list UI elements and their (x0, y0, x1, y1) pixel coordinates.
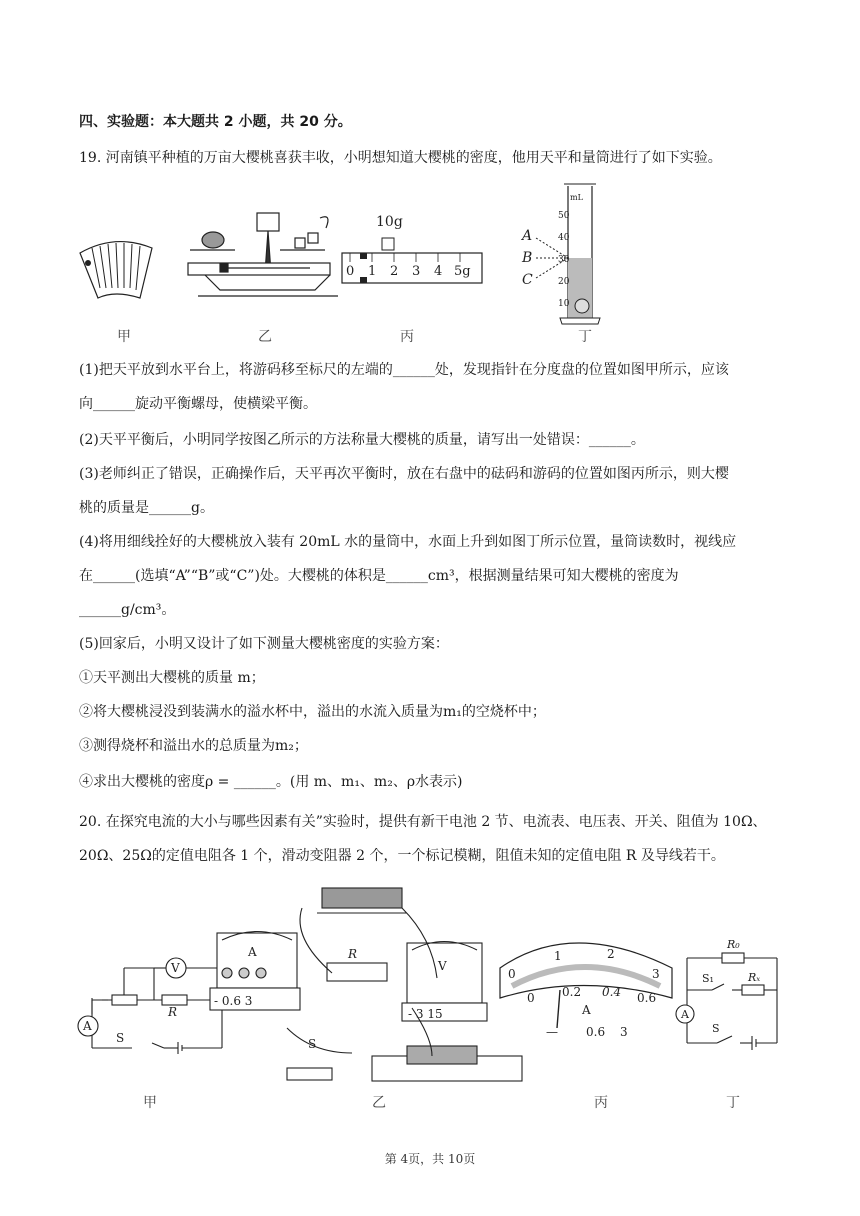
q19-figures (70, 178, 630, 348)
svg-text:50 40 30 20: 50 40 30 20 10 (558, 211, 570, 309)
q19-caption-ding: 丁 (578, 329, 592, 345)
ammeter-face-label: A (248, 945, 257, 959)
q19-intro: 19. 河南镇平种植的万亩大樱桃喜获丰收，小明想知道大樱桃的密度，他用天平和量筒进行了如下实验。 (79, 150, 722, 166)
q20-caption-ding: 丁 (726, 1095, 740, 1111)
q19-step3: ③测得烧杯和溢出水的总质量为m₂； (79, 738, 308, 754)
q20-caption-jia: 甲 (143, 1095, 157, 1111)
ammeter-terminals: - 0.6 3 (214, 994, 253, 1008)
q20-caption-bing: 丙 (594, 1095, 608, 1111)
q20-figures (72, 878, 792, 1093)
q19-step4: ④求出大樱桃的密度ρ = ______。(用 m、m₁、m₂、ρ水表示) (79, 774, 463, 790)
meter-scale-labels: 0 1 2 3 0 0.2 0.4 0.6 A — 0.6 3 (508, 947, 660, 1039)
q19-step1: ①天平测出大樱桃的质量 m； (79, 670, 265, 686)
svg-text:0 1 2 3: 0 1 2 3 4 5g (346, 264, 471, 279)
q19-part1-line1: (1)把天平放到水平台上，将游码移至标尺的左端的______处，发现指针在分度盘的位置如图甲所示，应该 (79, 362, 729, 378)
voltmeter-terminals: - 3 15 (408, 1007, 443, 1021)
svg-text:mL: mL (570, 193, 583, 202)
cylinder-figure (520, 184, 600, 324)
weight-label: 10g (376, 214, 403, 230)
q20-line2: 20Ω、25Ω的定值电阻各 1 个，滑动变阻器 2 个，一个标记模糊，阻值未知的定值电阻 R 及导线若干。 (79, 848, 725, 864)
circuit-labels-ding: R₀ Rₓ S₁ S A (681, 938, 761, 1035)
apparatus-switch-label: S (308, 1037, 317, 1051)
q19-part3-line2: 桃的质量是______g。 (79, 500, 214, 516)
circuit-labels-jia: V A R S (83, 961, 180, 1045)
section-title: 四、实验题：本大题共 2 小题，共 20 分。 (79, 114, 352, 130)
q19-part3-line1: (3)老师纠正了错误，正确操作后，天平再次平衡时，放在右盘中的砝码和游码的位置如图丙所示，则大樱 (79, 466, 729, 482)
apparatus-resistor-label: R (348, 947, 358, 961)
dial-figure (80, 242, 152, 298)
q19-part4-line2: 在______(选填“A”“B”或“C”)处。大樱桃的体积是______cm³，根据测量结果可知大樱桃的密度为 (79, 568, 679, 584)
q19-part4-line1: (4)将用细线拴好的大樱桃放入装有 20mL 水的量筒中，水面上升到如图丁所示位置，量筒读数时，视线应 (79, 534, 737, 550)
q20-line1: 20. 在探究电流的大小与哪些因素有关”实验时，提供有新干电池 2 节、电流表、电压表、开关、阻值为 10Ω、 (79, 814, 767, 830)
q19-caption-jia: 甲 (117, 329, 131, 345)
q19-part4-line3: ______g/cm³。 (79, 602, 176, 618)
voltmeter-face-label: V (438, 959, 447, 973)
ruler-figure (342, 214, 482, 283)
q19-caption-bing: 丙 (400, 329, 414, 345)
circuit-diagram-ding (676, 953, 777, 1050)
q19-step2: ②将大樱桃浸没到装满水的溢水杯中，溢出的水流入质量为m₁的空烧杯中； (79, 704, 546, 720)
q19-caption-yi: 乙 (258, 329, 272, 345)
q19-part5: (5)回家后，小明又设计了如下测量大樱桃密度的实验方案： (79, 636, 449, 652)
circuit-diagram-jia (78, 958, 222, 1054)
page-footer: 第 4页，共 10页 (384, 1152, 476, 1166)
balance-figure (188, 213, 338, 296)
q19-part1-line2: 向______旋动平衡螺母，使横梁平衡。 (79, 396, 317, 412)
q19-part2: (2)天平平衡后，小明同学按图乙所示的方法称量大樱桃的质量，请写出一处错误：______。 (79, 432, 645, 448)
q20-caption-yi: 乙 (372, 1095, 386, 1111)
svg-text:A B C: A B C (522, 228, 533, 288)
apparatus-yi (210, 888, 522, 1081)
